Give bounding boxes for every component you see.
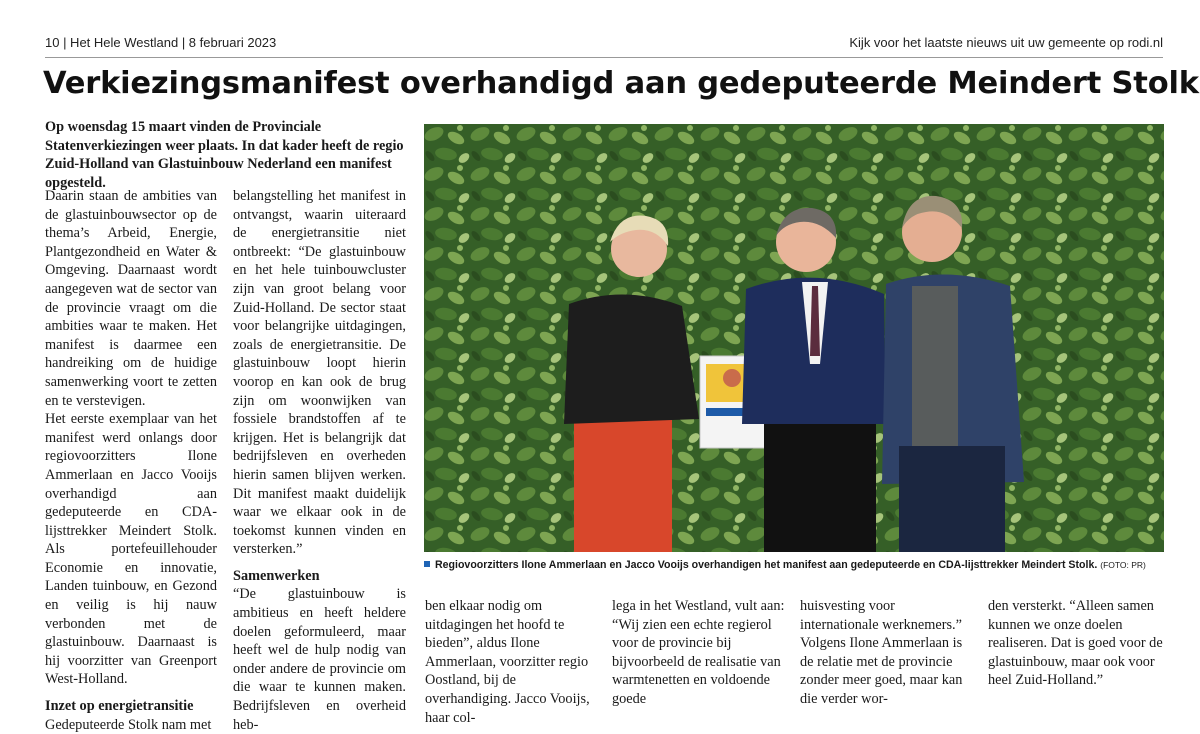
article-intro: Op woensdag 15 maart vinden de Provinciale Statenverkiezingen weer plaats. In dat kader heeft de regio Zuid-Holland van Glastuinbouw Nederland een manifest opgesteld. xyxy=(45,119,404,191)
page-header-right: Kijk voor het laatste nieuws uit uw gemeente op rodi.nl xyxy=(849,35,1163,50)
article-column-3: ben elkaar nodig om uitdagingen het hoofd te bieden”, aldus Ilone Ammerlaan, voorzitter regio Oostland, bij de overhandiging. Jacco Vooijs, haar col- xyxy=(425,598,590,726)
caption-marker xyxy=(424,561,430,567)
paragraph: belangstelling het manifest in ontvangst, waarin uiteraard de energietransitie niet ontbreekt: “De glastuinbouw en het hele tuinbouwcluster zijn van groot belang voor Zuid-Holland. De sector staat voor belangrijke uitdagingen, zoals de energietransitie. De glastuinbouw loopt hierin voorop en kan ook de brug zijn om woonwijken van fossiele brandstoffen af te krijgen. Het is belangrijk dat bedrijfsleven en overheden hierin samen blijven werken. Dit manifest maakt duidelijk waar we elkaar ook in de toekomst kunnen vinden en versterken.” xyxy=(233,188,406,558)
paragraph: “De glastuinbouw is ambitieus en heeft heldere doelen geformuleerd, maar heeft wel de hulp nodig van onder andere de provincie om die waar te kunnen maken. Bedrijfsleven en overheid heb- xyxy=(233,586,406,733)
photo-caption xyxy=(424,559,1164,571)
article-column-2 xyxy=(233,187,406,734)
article-column-4: lega in het Westland, vult aan: “Wij zien een echte regierol voor de provincie bij bijvoorbeeld de realisatie van warmtenetten en voldoende goede xyxy=(612,598,785,707)
article-column-1 xyxy=(45,187,217,734)
page-header xyxy=(45,32,1163,52)
subheading: Samenwerken xyxy=(233,567,320,584)
article-headline: Verkiezingsmanifest overhandigd aan gedeputeerde Meindert Stolk xyxy=(43,66,1199,101)
caption-text: Regiovoorzitters Ilone Ammerlaan en Jacco Vooijs overhandigen het manifest aan gedeputeerde en CDA-lijsttrekker Meindert Stolk. xyxy=(435,559,1098,571)
paragraph: Daarin staan de ambities van de glastuinbouwsector op de thema’s Arbeid, Energie, Plantgezondheid en Water & Omgeving. Daarnaast wordt aangegeven wat de sector van de provincie vraagt om die ambities waar te maken. Het manifest is daarmee een handreiking om de huidige samenwerking voort te zetten en te verstevigen. xyxy=(45,188,217,409)
photo-credit: (FOTO: PR) xyxy=(1100,560,1146,570)
header-divider xyxy=(45,57,1163,58)
paragraph: Gedeputeerde Stolk nam met xyxy=(45,716,212,733)
page-header-left: 10 | Het Hele Westland | 8 februari 2023 xyxy=(45,35,277,50)
subheading: Inzet op energietransitie xyxy=(45,698,194,715)
article-column-5: huisvesting voor internationale werknemers.” Volgens Ilone Ammerlaan is de relatie met de provincie zonder meer goed, maar kan die verder wor- xyxy=(800,598,963,707)
article-photo xyxy=(424,124,1164,552)
paragraph: Het eerste exemplaar van het manifest werd onlangs door regiovoorzitters Ilone Ammerlaan en Jacco Vooijs overhandigd aan gedeputeerde en CDA-lijsttrekker Meindert Stolk. Als portefeuillehouder Economie en innovatie, Landen tuinbouw, en Gezond en veilig is hij nauw verbonden met de glastuinbouw. Daarnaast is hij voorzitter van Greenport West-Holland. xyxy=(45,411,217,688)
article-column-6: den versterkt. “Alleen samen kunnen we onze doelen realiseren. Dat is goed voor de glastuinbouw, maar ook voor heel Zuid-Holland.” xyxy=(988,598,1163,689)
